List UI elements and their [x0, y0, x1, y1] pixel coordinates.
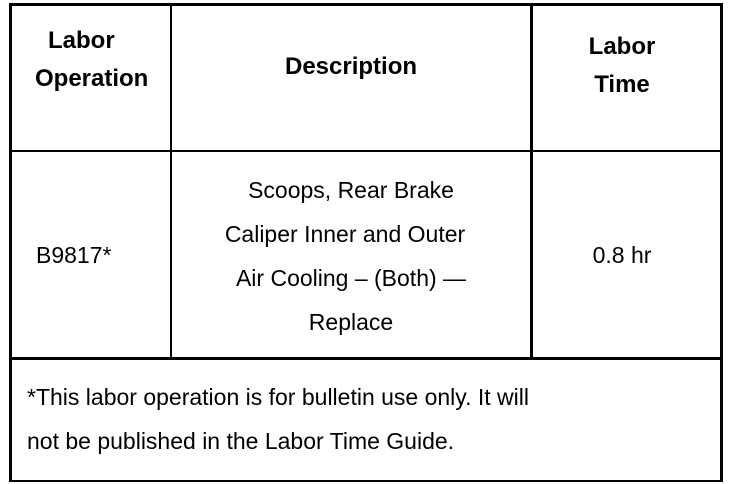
labor-operation-code: B9817*: [36, 241, 112, 268]
header-labor-operation-line-1: Labor: [48, 27, 115, 54]
cell-labor-time: [533, 152, 711, 357]
header-labor-time-line-2: Time: [594, 71, 650, 98]
header-description-label: Description: [284, 53, 418, 80]
labor-time-value: 0.8 hr: [592, 241, 652, 268]
header-labor-time-line-1: Labor: [588, 33, 656, 60]
header-labor-operation-line-2: Operation: [35, 65, 149, 92]
header-description: [172, 48, 530, 86]
description-line-2: Caliper Inner and Outer: [224, 221, 466, 247]
cell-labor-operation: [12, 152, 170, 357]
header-labor-operation: [12, 22, 170, 98]
footnote-line-2: not be published in the Labor Time Guide.: [27, 428, 455, 454]
footnote: [27, 375, 717, 465]
footnote-divider: [9, 357, 723, 360]
description-line-4: Replace: [308, 309, 394, 335]
header-labor-time: [533, 28, 711, 104]
cell-description: [172, 166, 530, 346]
description-line-1: Scoops, Rear Brake: [248, 177, 454, 203]
footnote-line-1: *This labor operation is for bulletin use only. It will: [27, 384, 529, 410]
description-line-3: Air Cooling – (Both) —: [235, 265, 467, 291]
